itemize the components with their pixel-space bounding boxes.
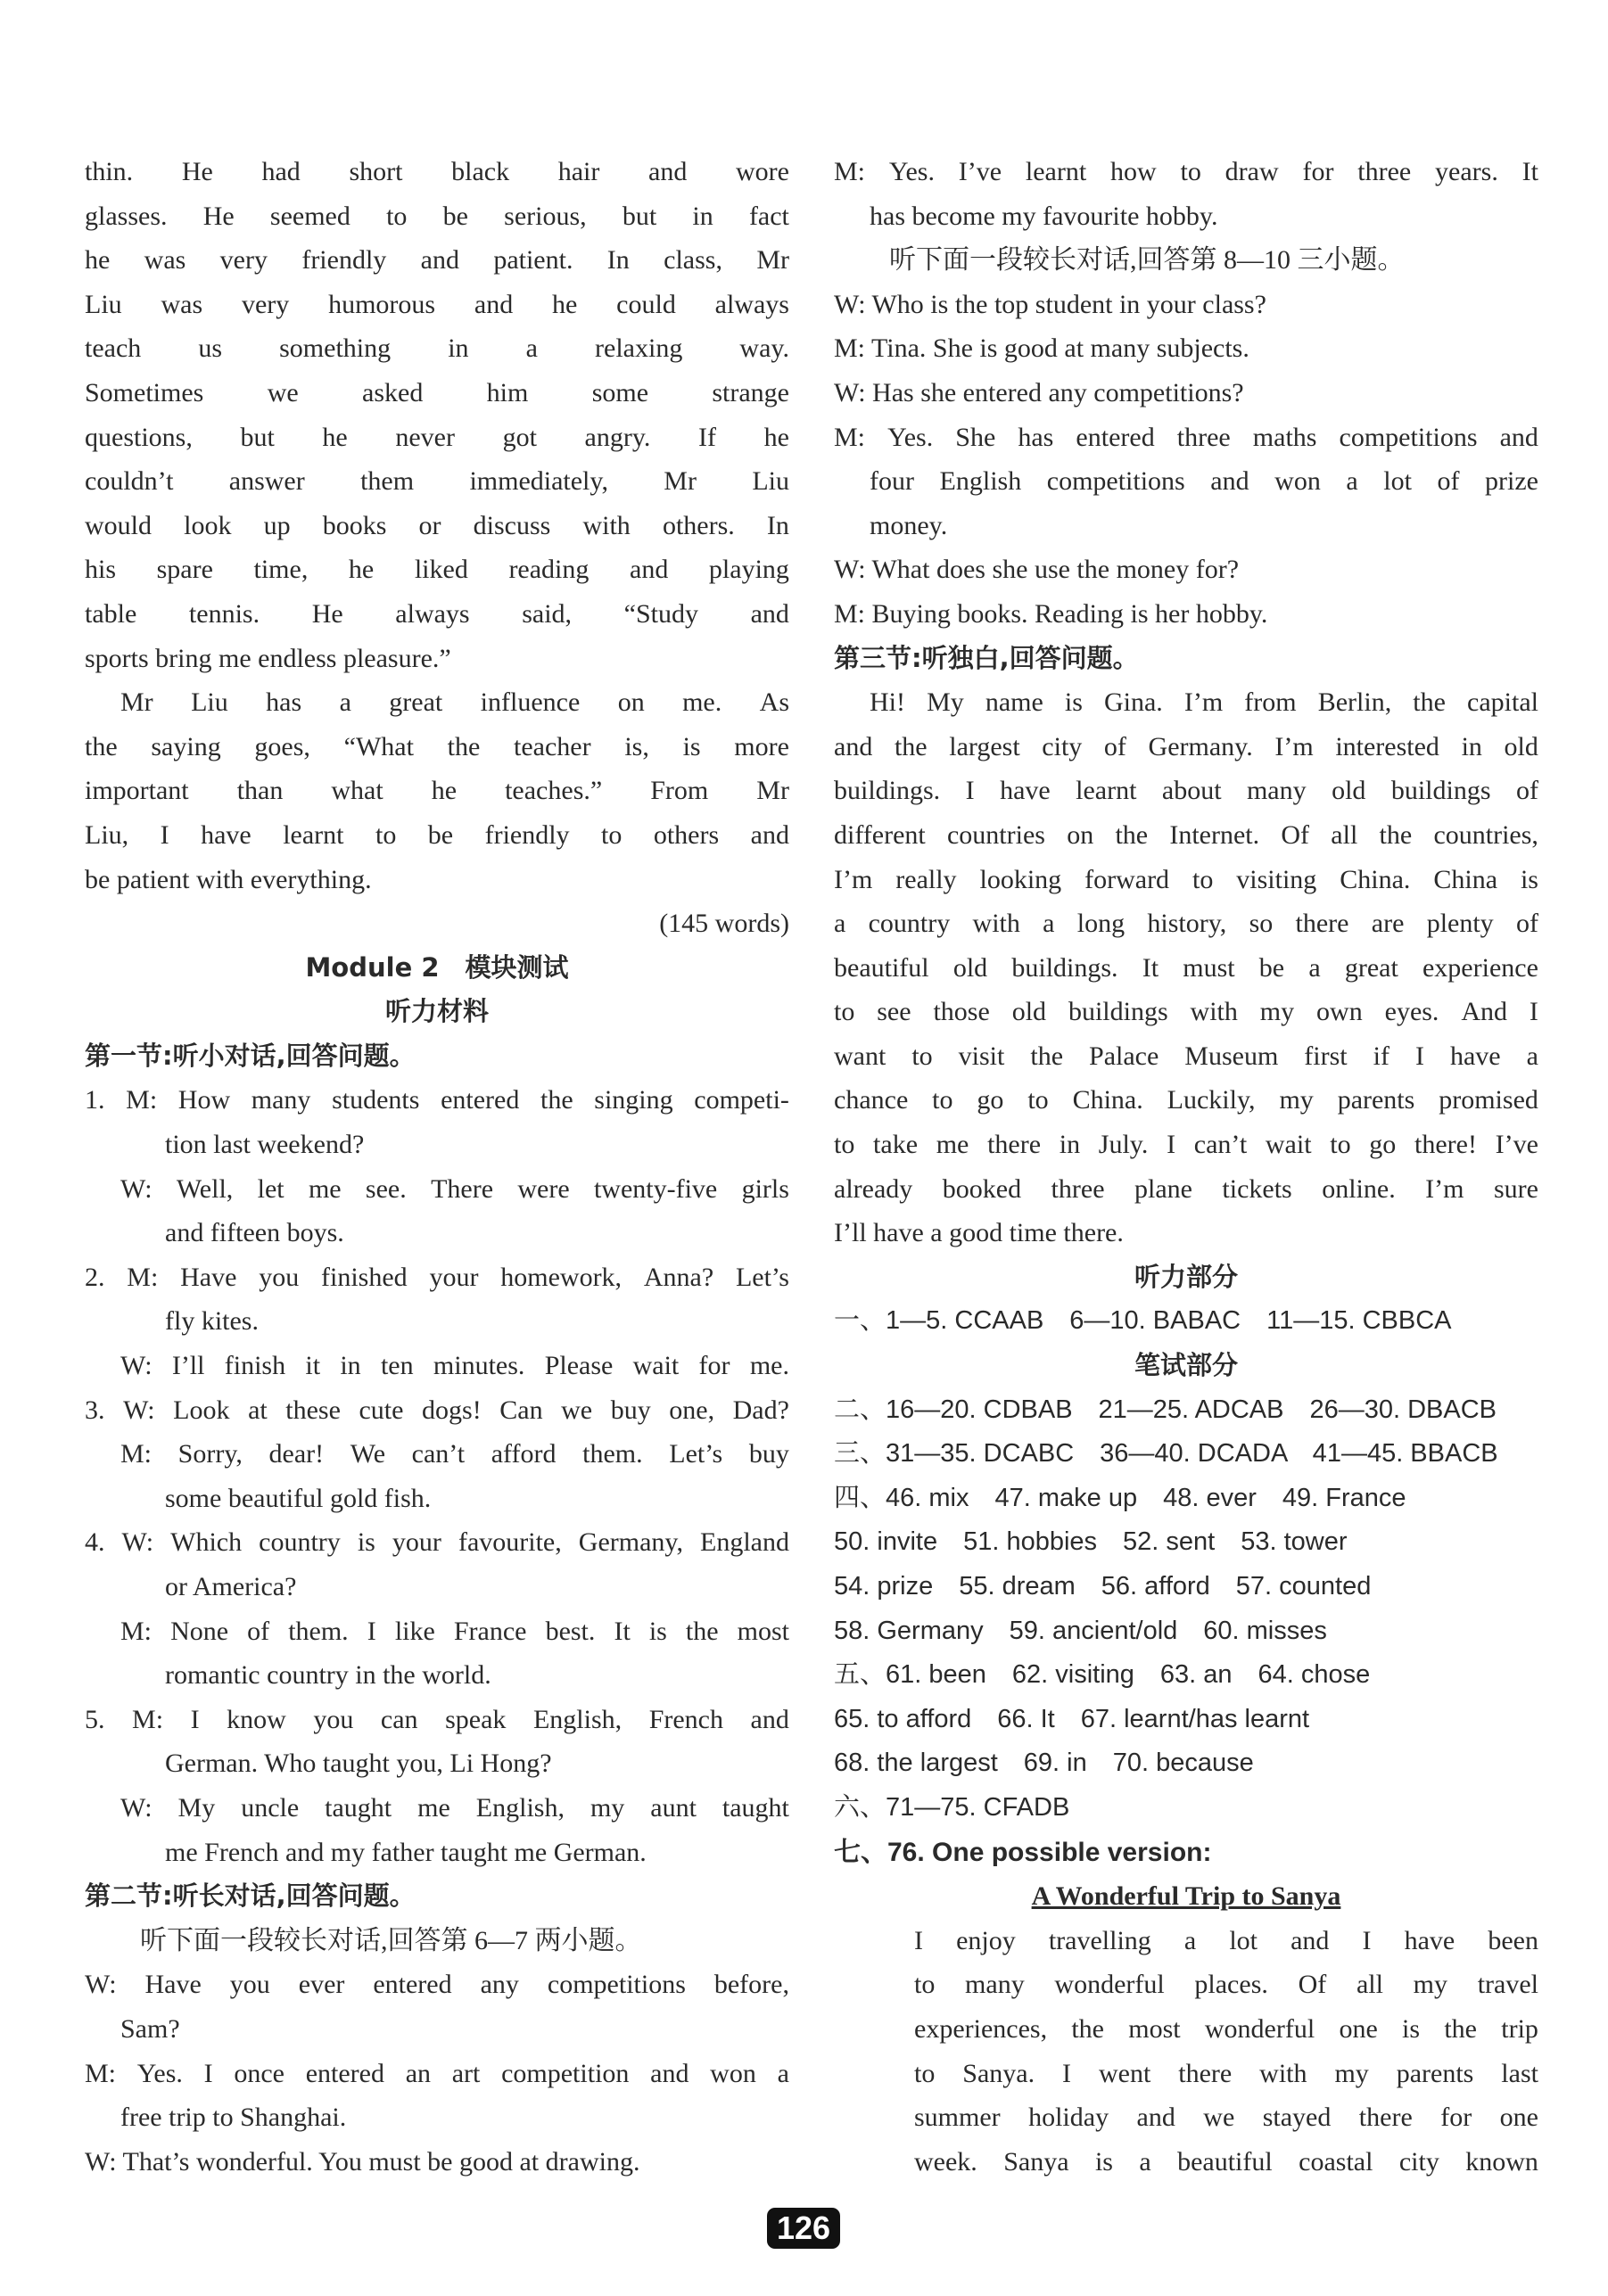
left-column-line: 听力材料 — [384, 996, 489, 1027]
left-column-line: Liu, I have learnt to be friendly to others and — [85, 819, 789, 850]
right-column-line: M: Yes. She has entered three maths competitions and — [834, 422, 1538, 452]
left-column-line: 1. M: How many students entered the singing competi- — [85, 1085, 789, 1115]
right-column-line: M: Yes. I’ve learnt how to draw for three years. It — [834, 157, 1538, 186]
right-column-line: beautiful old buildings. It must be a great experience — [834, 952, 1538, 983]
right-column-line: 65. to afford 66. It 67. learnt/has learnt — [834, 1704, 1310, 1733]
right-column-line: 50. invite 51. hobbies 52. sent 53. tower — [834, 1527, 1348, 1557]
right-column-line: has become my favourite hobby. — [870, 201, 1218, 231]
right-column-line: want to visit the Palace Museum first if I have a — [834, 1041, 1538, 1071]
left-column-line: W: Well, let me see. There were twenty-five girls — [120, 1173, 789, 1204]
right-column-line: different countries on the Internet. Of all the countries, — [834, 819, 1538, 850]
right-column-line: a country with a long history, so there are plenty of — [834, 909, 1538, 939]
left-column-line: his spare time, he liked reading and playing — [85, 555, 789, 585]
right-column-line: 一、1—5. CCAAB 6—10. BABAC 11—15. CBBCA — [834, 1306, 1452, 1336]
right-column-line: 五、61. been 62. visiting 63. an 64. chose — [834, 1660, 1371, 1690]
right-column-line: 七、76. One possible version: — [834, 1837, 1212, 1867]
left-column-line: tion last weekend? — [165, 1130, 365, 1160]
left-column-line: W: My uncle taught me English, my aunt taught — [120, 1792, 789, 1823]
left-column-line: sports bring me endless pleasure.” — [85, 643, 451, 673]
left-column-line: Sam? — [120, 2013, 180, 2044]
right-column-line: 58. Germany 59. ancient/old 60. misses — [834, 1616, 1327, 1645]
right-column-line: to Sanya. I went there with my parents last — [914, 2058, 1538, 2088]
left-column-line: 听下面一段较长对话,回答第 6—7 两小题。 — [140, 1925, 642, 1955]
left-column-line: 3. W: Look at these cute dogs! Can we buy one, Dad? — [85, 1395, 789, 1425]
right-column-line: already booked three plane tickets online. I’m sure — [834, 1173, 1538, 1204]
left-column-line: M: Sorry, dear! We can’t afford them. Let’s buy — [120, 1439, 789, 1469]
right-column-line: M: Tina. She is good at many subjects. — [834, 333, 1249, 364]
right-column-line: to see those old buildings with my own eyes. And I — [834, 997, 1538, 1027]
right-column-line: four English competitions and won a lot of prize — [870, 466, 1538, 497]
right-column-line: 听力部分 — [1134, 1261, 1238, 1292]
left-column-line: 2. M: Have you finished your homework, Anna? Let’s — [85, 1262, 789, 1292]
left-column-line: W: That’s wonderful. You must be good at drawing. — [85, 2146, 640, 2177]
right-column-line: Hi! My name is Gina. I’m from Berlin, the capital — [870, 687, 1538, 718]
left-column-line: W: Have you ever entered any competitions before, — [85, 1970, 789, 2000]
right-column-line: 听下面一段较长对话,回答第 8—10 三小题。 — [889, 245, 1405, 276]
left-column-line: 第一节:听小对话,回答问题。 — [85, 1040, 416, 1071]
left-column-line: thin. He had short black hair and wore — [85, 157, 789, 186]
left-column-line: Mr Liu has a great influence on me. As — [120, 687, 789, 718]
left-column-line: and fifteen boys. — [165, 1218, 344, 1248]
left-column-line: M: None of them. I like France best. It is the most — [120, 1616, 789, 1646]
left-column-line: table tennis. He always said, “Study and — [85, 598, 789, 629]
right-column-line: W: Who is the top student in your class? — [834, 289, 1266, 319]
right-column-line: 第三节:听独白,回答问题。 — [834, 642, 1139, 673]
right-column-line: experiences, the most wonderful one is the trip — [914, 2013, 1538, 2044]
left-column-line: 第二节:听长对话,回答问题。 — [85, 1880, 416, 1912]
right-column-line: 二、16—20. CDBAB 21—25. ADCAB 26—30. DBACB — [834, 1395, 1497, 1424]
right-column-line: chance to go to China. Luckily, my parents promised — [834, 1085, 1538, 1115]
right-column-line: to take me there in July. I can’t wait to go there! I’ve — [834, 1130, 1538, 1160]
left-column-line: be patient with everything. — [85, 864, 372, 894]
right-column-line: to many wonderful places. Of all my travel — [914, 1970, 1538, 2000]
right-column-line: week. Sanya is a beautiful coastal city known — [914, 2146, 1538, 2177]
left-column-line: questions, but he never got angry. If he — [85, 422, 789, 452]
right-column-line: and the largest city of Germany. I’m interested in old — [834, 731, 1538, 761]
right-column-line: M: Buying books. Reading is her hobby. — [834, 598, 1268, 629]
left-column-line: fly kites. — [165, 1306, 259, 1337]
right-column-line: 四、46. mix 47. make up 48. ever 49. France — [834, 1483, 1406, 1512]
left-column-line: Sometimes we asked him some strange — [85, 377, 789, 407]
left-column-line: German. Who taught you, Li Hong? — [165, 1749, 552, 1779]
left-column-line: M: Yes. I once entered an art competition and won a — [85, 2058, 789, 2088]
left-column-line: (145 words) — [659, 909, 789, 939]
page-number: 126 — [767, 2208, 840, 2249]
right-column-line: I’m really looking forward to visiting China. China is — [834, 864, 1538, 894]
right-column-line: 54. prize 55. dream 56. afford 57. counted — [834, 1572, 1372, 1601]
right-column-line: W: Has she entered any competitions? — [834, 377, 1244, 407]
left-column-line: 5. M: I know you can speak English, French and — [85, 1704, 789, 1734]
left-column-line: important than what he teaches.” From Mr — [85, 776, 789, 806]
left-column-line: or America? — [165, 1572, 297, 1601]
right-column-line: 三、31—35. DCABC 36—40. DCADA 41—45. BBACB — [834, 1439, 1498, 1469]
left-column-line: the saying goes, “What the teacher is, is more — [85, 731, 789, 761]
right-column-line: buildings. I have learnt about many old buildings of — [834, 776, 1538, 806]
left-column-line: W: I’ll finish it in ten minutes. Please wait for me. — [120, 1351, 789, 1381]
left-column-line: he was very friendly and patient. In class, Mr — [85, 245, 789, 276]
right-column-line: 笔试部分 — [1134, 1350, 1238, 1381]
left-column — [85, 150, 789, 2184]
left-column-line: would look up books or discuss with others. In — [85, 510, 789, 540]
left-column-line: some beautiful gold fish. — [165, 1483, 432, 1513]
right-column-line: 68. the largest 69. in 70. because — [834, 1749, 1254, 1778]
left-column-line: teach us something in a relaxing way. — [85, 333, 789, 364]
left-column-line: Module 2 模块测试 — [305, 951, 569, 983]
right-column — [834, 150, 1538, 2184]
left-column-line: free trip to Shanghai. — [120, 2103, 347, 2133]
left-column-line: couldn’t answer them immediately, Mr Liu — [85, 466, 789, 497]
left-column-line: me French and my father taught me German. — [165, 1837, 647, 1867]
right-column-line: money. — [870, 510, 948, 540]
left-column-line: romantic country in the world. — [165, 1660, 491, 1691]
left-column-line: Liu was very humorous and he could always — [85, 289, 789, 319]
left-column-line: 4. W: Which country is your favourite, Germany, England — [85, 1527, 789, 1558]
right-column-line: I’ll have a good time there. — [834, 1218, 1124, 1248]
right-column-line: summer holiday and we stayed there for one — [914, 2103, 1538, 2133]
right-column-line: W: What does she use the money for? — [834, 555, 1240, 585]
left-column-line: glasses. He seemed to be serious, but in fact — [85, 201, 789, 231]
right-column-line: I enjoy travelling a lot and I have been — [914, 1925, 1538, 1955]
right-column-line: 六、71—75. CFADB — [834, 1792, 1070, 1822]
right-column-line: A Wonderful Trip to Sanya — [1031, 1881, 1341, 1912]
